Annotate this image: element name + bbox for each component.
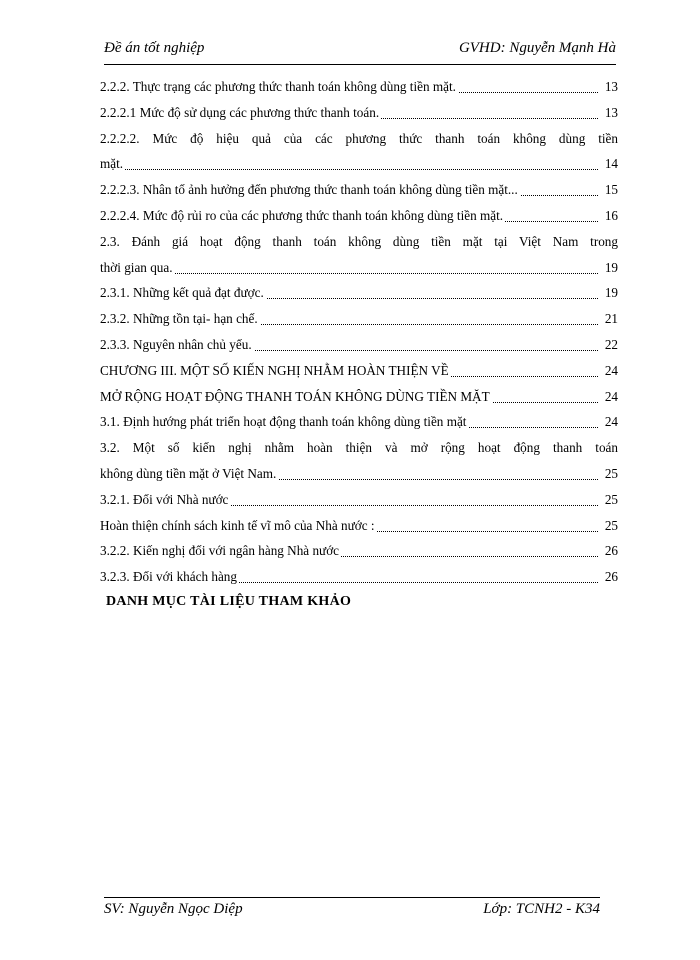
toc-entry-page: 25 (599, 491, 618, 509)
toc-entry (100, 491, 618, 509)
references-heading: DANH MỤC TÀI LIỆU THAM KHẢO (106, 594, 352, 609)
footer-class: Lớp: TCNH2 - K34 (483, 901, 600, 917)
toc-entry (100, 155, 618, 173)
toc-entry (100, 362, 618, 380)
toc-entry (100, 181, 618, 199)
toc-entry (100, 207, 618, 225)
toc-entry (100, 310, 618, 328)
toc-entry-page: 25 (599, 465, 618, 483)
toc-entry (100, 130, 618, 148)
toc-entry (100, 568, 618, 586)
footer-student-name: SV: Nguyễn Ngọc Diệp (104, 901, 243, 917)
toc-entry (100, 259, 618, 277)
toc-entry (100, 388, 618, 406)
toc-entry-title: 2.2.2.3. Nhân tố ảnh hưởng đến phương thức thanh toán không dùng tiền mặt... (100, 182, 518, 197)
toc-entry-page: 24 (599, 413, 618, 431)
toc-entry (100, 336, 618, 354)
toc-entry (100, 104, 618, 122)
toc-entry-page: 25 (599, 517, 618, 535)
toc-entry (100, 542, 618, 560)
toc-entry-page: 19 (599, 259, 618, 277)
toc-entry-title: Hoàn thiện chính sách kinh tế vĩ mô của Nhà nước : (100, 518, 375, 533)
toc-entry-page: 26 (599, 568, 618, 586)
header-supervisor: GVHD: Nguyễn Mạnh Hà (458, 40, 616, 56)
toc-entry-page: 26 (599, 542, 618, 560)
toc-entry (100, 413, 618, 431)
toc-entry-title: mặt. (100, 156, 124, 171)
toc-entry-page: 15 (599, 181, 618, 199)
toc-entry-page: 16 (599, 207, 618, 225)
toc-entry-title: thời gian qua. (100, 260, 173, 275)
toc-entry-title: 3.2.2. Kiến nghị đối với ngân hàng Nhà nước (100, 543, 340, 558)
toc-entry-title: 2.3.1. Những kết quả đạt được. (100, 285, 264, 300)
toc-entry-title: 3.2.3. Đối với khách hàng (100, 569, 237, 584)
toc-entry-title: 2.3.3. Nguyên nhân chủ yếu. (100, 337, 252, 352)
toc-entry (100, 517, 618, 535)
toc-entry-page: 21 (599, 310, 618, 328)
toc-entry-title: 2.2.2.1 Mức độ sử dụng các phương thức thanh toán. (100, 105, 380, 120)
toc-entry-title: CHƯƠNG III. MỘT SỐ KIẾN NGHỊ NHẰM HOÀN THIỆN VỀ (100, 363, 449, 378)
toc-entry-title: 3.1. Định hướng phát triển hoạt động thanh toán không dùng tiền mặt (100, 414, 467, 429)
toc-entry-title: không dùng tiền mặt ở Việt Nam. (100, 466, 277, 481)
toc-entry (100, 439, 618, 457)
toc-entry (100, 78, 618, 96)
toc-entry-page: 24 (599, 362, 618, 380)
toc-entry-title: 2.3. Đánh giá hoạt động thanh toán không dùng tiền mặt tại Việt Nam trong (100, 234, 618, 249)
toc-entry-page: 13 (599, 78, 618, 96)
toc-leader-dots (100, 169, 618, 170)
toc-entry (100, 284, 618, 302)
toc-entry-title: 2.2.2.2. Mức độ hiệu quả của các phương thức thanh toán không dùng tiền (100, 131, 618, 146)
toc-entry-page: 19 (599, 284, 618, 302)
toc-entry-title: 2.3.2. Những tồn tại- hạn chế. (100, 311, 258, 326)
toc-entry-title: 2.2.2.4. Mức độ rủi ro của các phương thức thanh toán không dùng tiền mặt. (100, 208, 504, 223)
toc-leader-dots (100, 273, 618, 274)
toc-entry-page: 14 (599, 155, 618, 173)
toc-entry-page: 13 (599, 104, 618, 122)
toc-entry (100, 233, 618, 251)
toc-entry-title: MỞ RỘNG HOẠT ĐỘNG THANH TOÁN KHÔNG DÙNG TIỀN MẶT (100, 389, 490, 404)
header-divider (104, 64, 616, 65)
toc-entry (100, 465, 618, 483)
header-document-title: Đề án tốt nghiệp (104, 40, 205, 56)
toc-entry-title: 3.2. Một số kiến nghị nhằm hoàn thiện và mở rộng hoạt động thanh toán (100, 440, 618, 455)
toc-entry-title: 3.2.1. Đối với Nhà nước (100, 492, 229, 507)
toc-entry-title: 2.2.2. Thực trạng các phương thức thanh toán không dùng tiền mặt. (100, 79, 456, 94)
toc-entry-page: 24 (599, 388, 618, 406)
footer-divider (104, 897, 600, 898)
toc-entry-page: 22 (599, 336, 618, 354)
